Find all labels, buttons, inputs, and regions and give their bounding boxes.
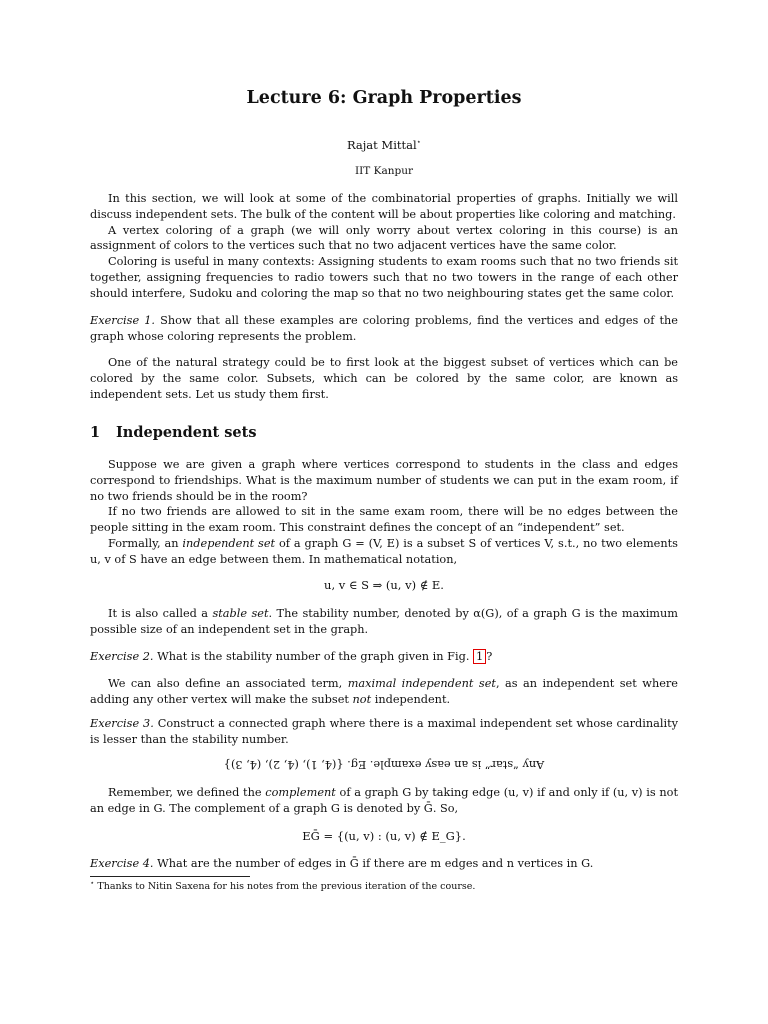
exercise-label: Exercise 3.	[90, 717, 154, 730]
section-title: Independent sets	[116, 424, 257, 441]
section-number: 1	[90, 424, 101, 441]
strategy-paragraph: One of the natural strategy could be to first look at the biggest subset of vertices which can be colored by the same color. Subsets, which can be colored by the same color, are known as independent sets. Let us study them first.	[90, 356, 678, 401]
exercise-label: Exercise 2.	[90, 650, 154, 663]
term-not: not	[352, 692, 372, 706]
footnote	[90, 878, 678, 892]
author-line	[0, 138, 768, 152]
term-stable-set: stable set	[212, 607, 269, 620]
body-paragraph: Formally, an independent set of a graph G = (V, E) is a subset S of vertices V, s.t., no two elements u, v of S have an edge between them. In mathematical notation,	[90, 536, 678, 566]
body-paragraph: Suppose we are given a graph where vertices correspond to students in the class and edges correspond to friendships. What is the maximum number of students we can put in the exam room, if no two friends should be in the room?	[90, 458, 678, 503]
section-body	[90, 457, 678, 568]
equation-independence: u, v ∈ S ⇒ (u, v) ∉ E.	[324, 578, 444, 592]
body-paragraph: If no two friends are allowed to sit in the same exam room, there will be no edges between the people sitting in the exam room. This constraint defines the concept of an “independent” set.	[90, 505, 678, 535]
exercise-3	[90, 716, 678, 748]
intro-paragraph: A vertex coloring of a graph (we will only worry about vertex coloring in this course) is an assignment of colors to the vertices such that no two adjacent vertices have the same color.	[90, 223, 678, 253]
stable-set-paragraph: It is also called a stable set. The stability number, denoted by α(G), of a graph G is the maximum possible size of an independent set in the graph.	[90, 607, 679, 636]
exercise-2: Exercise 2. What is the stability number of the graph given in Fig. 1 ?	[90, 650, 493, 663]
section-heading	[90, 424, 257, 441]
footnote-text: Thanks to Nitin Saxena for his notes from the previous iteration of the course.	[97, 881, 476, 892]
exercise-text: Show that all these examples are coloring problems, find the vertices and edges of the graph whose coloring represents the problem.	[90, 314, 678, 343]
footnote-mark: ⋆	[90, 878, 95, 887]
complement-paragraph: Remember, we defined the complement of a graph G by taking edge (u, v) if and only if (u, v) is not an edge in G. The complement of a graph G is denoted by Ḡ. So,	[90, 786, 678, 815]
term-complement: complement	[265, 786, 336, 799]
exercise-text: What are the number of edges in Ḡ if there are m edges and n vertices in G.	[157, 857, 594, 870]
term-independent-set: independent set	[182, 536, 276, 550]
exercise-label: Exercise 4.	[90, 857, 154, 870]
equation-complement: EḠ = {(u, v) : (u, v) ∉ E_G}.	[302, 829, 466, 843]
exercise-text: Construct a connected graph where there is a maximal independent set whose cardinality is lesser than the stability number.	[90, 717, 679, 746]
author-name: Rajat Mittal	[346, 138, 417, 152]
author-footnote-mark: ⋆	[416, 138, 422, 147]
exercise-text: What is the stability number of the graph given in Fig.	[157, 650, 470, 663]
intro-paragraph: In this section, we will look at some of the combinatorial properties of graphs. Initially we will discuss independent sets. The bulk of the content will be about properties like coloring and matching.	[90, 192, 678, 221]
affiliation: IIT Kanpur	[354, 165, 413, 177]
maximal-paragraph: We can also define an associated term, maximal independent set, as an independent set where adding any other vertex will make the subset not independent.	[90, 677, 678, 706]
figure-reference-link[interactable]: 1	[473, 649, 486, 664]
exercise-label: Exercise 1.	[90, 314, 155, 327]
footnote-rule	[90, 876, 250, 877]
upside-down-hint: Any “star” is an easy example. Eg. {(4, 1), (4, 2), (4, 3)}	[223, 758, 545, 771]
exercise-4	[90, 856, 678, 872]
intro-paragraph: Coloring is useful in many contexts: Assigning students to exam rooms such that no two friends sit together, assigning frequencies to radio towers such that no two towers in the range of each other should interfere, Sudoku and coloring the map so that no two neighbouring states get the same color.	[90, 255, 678, 300]
paper-title: Lecture 6: Graph Properties	[246, 88, 522, 108]
exercise-1	[90, 313, 678, 345]
intro-block	[90, 191, 678, 302]
term-maximal-independent-set: maximal independent set	[347, 677, 496, 690]
